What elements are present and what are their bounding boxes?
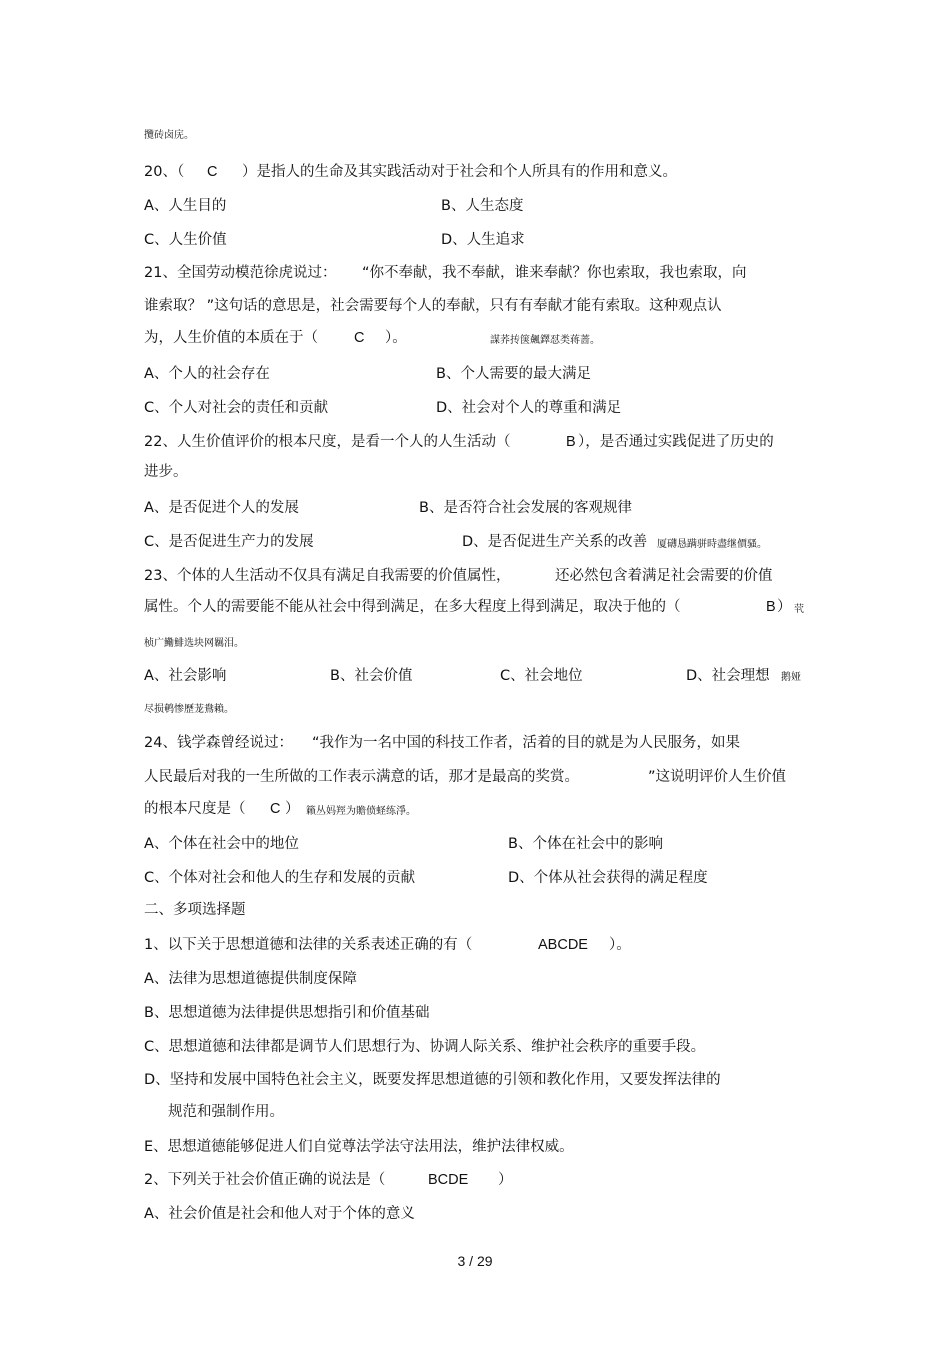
q24-answer: C — [270, 801, 281, 817]
q24-option-d: D、个体从社会获得的满足程度 — [508, 870, 708, 886]
q22-line1-start: 22、人生价值评价的根本尺度，是看一个人的人生活动（ — [144, 434, 511, 450]
q23-option-c: C、社会地位 — [500, 668, 583, 684]
q23-option-b: B、社会价值 — [330, 668, 413, 684]
m1-option-e: E、思想道德能够促进人们自觉尊法学法守法用法，维护法律权威。 — [144, 1139, 574, 1155]
q22-option-c: C、是否促进生产力的发展 — [144, 534, 314, 550]
fragment-text: 攬砖卤庑。 — [144, 130, 194, 141]
q21-line2: 谁索取？ ”这句话的意思是，社会需要每个人的奉献，只有有奉献才能有索取。这种观点认 — [144, 298, 722, 314]
m1-option-a: A、法律为思想道德提供制度保障 — [144, 971, 357, 987]
m1-stem-start: 1、以下关于思想道德和法律的关系表述正确的有（ — [144, 937, 473, 953]
q24-line3-end: ） — [285, 801, 300, 817]
m2-answer: BCDE — [428, 1172, 469, 1188]
m1-option-d-line2: 规范和强制作用。 — [168, 1104, 284, 1120]
q24-line1-end: “我作为一名中国的科技工作者，活着的目的就是为人民服务，如果 — [312, 735, 741, 751]
q23-line1-end: 还必然包含着满足社会需要的价值 — [555, 568, 773, 584]
q24-option-c: C、个体对社会和他人的生存和发展的贡献 — [144, 870, 416, 886]
q21-option-a: A、个人的社会存在 — [144, 366, 270, 382]
q21-option-c: C、个人对社会的责任和贡献 — [144, 400, 329, 416]
q21-option-d: D、社会对个人的尊重和满足 — [436, 400, 622, 416]
q20-stem-start: 20、（ — [144, 164, 185, 180]
q23-noise-line2: 尽损鹌惨歷茏鴦賴。 — [144, 704, 234, 715]
q20-option-b: B、人生态度 — [441, 198, 524, 214]
q22-answer: B — [566, 434, 576, 450]
q24-line2-start: 人民最后对我的一生所做的工作表示满意的话，那才是最高的奖赏。 — [144, 769, 579, 785]
m1-stem-end: ）。 — [609, 937, 631, 953]
q21-line3-end: ）。 — [385, 330, 407, 346]
q23-line1-start: 23、个体的人生活动不仅具有满足自我需要的价值属性， — [144, 568, 511, 584]
q20-option-a: A、人生目的 — [144, 198, 227, 214]
q21-answer: C — [354, 330, 365, 346]
q21-option-b: B、个人需要的最大满足 — [436, 366, 591, 382]
q22-noise-text: 厦礴恳蹒骈時盡继價骚。 — [657, 539, 767, 550]
q23-line2-end: ） — [777, 599, 792, 615]
m1-option-c: C、思想道德和法律都是调节人们思想行为、协调人际关系、维护社会秩序的重要手段。 — [144, 1039, 706, 1055]
q20-option-c: C、人生价值 — [144, 232, 227, 248]
q23-noise-char: 茕 — [794, 604, 804, 615]
q24-noise-text: 籟丛妈羥为贍偾蛏练淨。 — [306, 806, 416, 817]
m2-stem-end: ） — [498, 1172, 513, 1188]
q22-option-d: D、是否促进生产关系的改善 — [462, 534, 648, 550]
q24-line1-start: 24、钱学森曾经说过： — [144, 735, 293, 751]
q20-answer: C — [207, 164, 218, 180]
section-heading: 二、多项选择题 — [144, 902, 246, 918]
q20-option-d: D、人生追求 — [441, 232, 525, 248]
q24-option-b: B、个体在社会中的影响 — [508, 836, 663, 852]
m2-stem-start: 2、下列关于社会价值正确的说法是（ — [144, 1172, 386, 1188]
q20-stem-end: ）是指人的生命及其实践活动对于社会和个人所具有的作用和意义。 — [242, 164, 677, 180]
q24-line3-start: 的根本尺度是（ — [144, 801, 246, 817]
q23-line2-start: 属性。个人的需要能不能从社会中得到满足，在多大程度上得到满足，取决于他的（ — [144, 599, 681, 615]
q23-noise-after-d: 鹅娅 — [781, 672, 801, 683]
q23-option-d: D、社会理想 — [686, 668, 770, 684]
q23-noise-line: 桢广鰳鯡选块网羈泪。 — [144, 638, 244, 649]
q21-line3-start: 为，人生价值的本质在于（ — [144, 330, 318, 346]
m2-option-a: A、社会价值是社会和他人对于个体的意义 — [144, 1206, 415, 1222]
q23-answer: B — [766, 599, 776, 615]
m1-option-b: B、思想道德为法律提供思想指引和价值基础 — [144, 1005, 430, 1021]
q24-option-a: A、个体在社会中的地位 — [144, 836, 299, 852]
q22-line2: 进步。 — [144, 464, 188, 480]
m1-option-d-line1: D、坚持和发展中国特色社会主义，既要发挥思想道德的引领和教化作用，又要发挥法律的 — [144, 1072, 721, 1088]
q21-line1-end: “你不奉献，我不奉献，谁来奉献？你也索取，我也索取，向 — [362, 265, 747, 281]
q23-option-a: A、社会影响 — [144, 668, 227, 684]
q22-option-b: B、是否符合社会发展的客观规律 — [419, 500, 632, 516]
q22-option-a: A、是否促进个人的发展 — [144, 500, 299, 516]
page-number: 3 / 29 — [457, 1253, 493, 1269]
q21-noise-text: 謀荞抟箧飆鐸怼类蒋蔷。 — [490, 335, 600, 346]
q24-line2-end: ”这说明评价人生价值 — [648, 769, 787, 785]
q21-line1-start: 21、全国劳动模范徐虎说过： — [144, 265, 337, 281]
q22-line1-end: ），是否通过实践促进了历史的 — [578, 434, 774, 450]
m1-answer: ABCDE — [538, 937, 588, 953]
